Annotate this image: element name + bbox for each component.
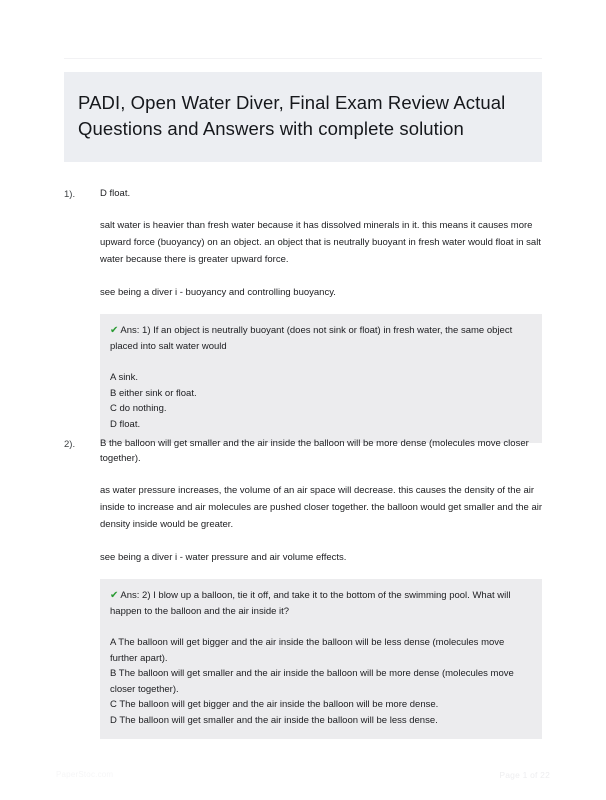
answer-option: A The balloon will get bigger and the air inside the balloon will be less dense (molecules move further apart).	[110, 637, 505, 664]
question-row	[64, 186, 542, 443]
answer-option: B either sink or float.	[110, 387, 197, 399]
question-row	[64, 436, 542, 739]
document-title-banner	[64, 72, 542, 162]
page-title: PADI, Open Water Diver, Final Exam Review Actual Questions and Answers with complete solution	[78, 92, 506, 139]
question-explanation: as water pressure increases, the volume of an air space will decrease. this causes the density of the air inside to increase and air molecules are pushed closer together. the balloon would get smaller and the air density inside would be greater.	[100, 485, 543, 530]
answer-statement	[110, 323, 532, 355]
answer-option: D float.	[110, 418, 141, 430]
question-lead-answer: D float.	[100, 188, 131, 199]
header-divider	[64, 58, 542, 59]
answer-box	[100, 579, 542, 739]
answer-option: C do nothing.	[110, 403, 167, 414]
question-body	[100, 186, 542, 443]
site-watermark: PaperStoc.com	[56, 770, 114, 779]
green-check-icon: ✔	[110, 325, 119, 336]
answer-option: D The balloon will get smaller and the air inside the balloon will be less dense.	[110, 714, 438, 726]
question-block-2	[64, 436, 542, 739]
question-number: 1).	[64, 189, 76, 200]
page-footer	[56, 768, 550, 784]
answer-statement	[110, 588, 532, 620]
answer-options	[110, 635, 532, 728]
question-lead-answer: B the balloon will get smaller and the air inside the balloon will be more dense (molecules move closer together).	[100, 438, 529, 464]
question-reference: see being a diver i - water pressure and air volume effects.	[100, 552, 347, 563]
answer-box	[100, 314, 542, 443]
answer-options	[110, 370, 532, 432]
answer-option: C The balloon will get bigger and the air inside the balloon will be more dense.	[110, 699, 439, 710]
question-block-1	[64, 186, 542, 443]
question-body	[100, 436, 542, 739]
question-explanation: salt water is heavier than fresh water because it has dissolved minerals in it. this means it causes more upward force (buoyancy) on an object. an object that is neutrally buoyant in fresh water would float in salt water because there is greater upward force.	[100, 220, 541, 265]
question-number: 2).	[64, 439, 76, 450]
answer-option: A sink.	[110, 372, 138, 383]
answer-statement-text: Ans: 1) If an object is neutrally buoyant (does not sink or float) in fresh water, the same object placed into salt water would	[110, 325, 513, 352]
question-reference: see being a diver i - buoyancy and controlling buoyancy.	[100, 287, 336, 298]
answer-option: B The balloon will get smaller and the air inside the balloon will be more dense (molecules move closer together).	[110, 668, 514, 695]
green-check-icon: ✔	[110, 590, 119, 601]
page-number: Page 1 of 22	[499, 770, 550, 780]
answer-statement-text: Ans: 2) I blow up a balloon, tie it off, and take it to the bottom of the swimming pool. What will happen to the balloon and the air inside it?	[110, 590, 511, 617]
